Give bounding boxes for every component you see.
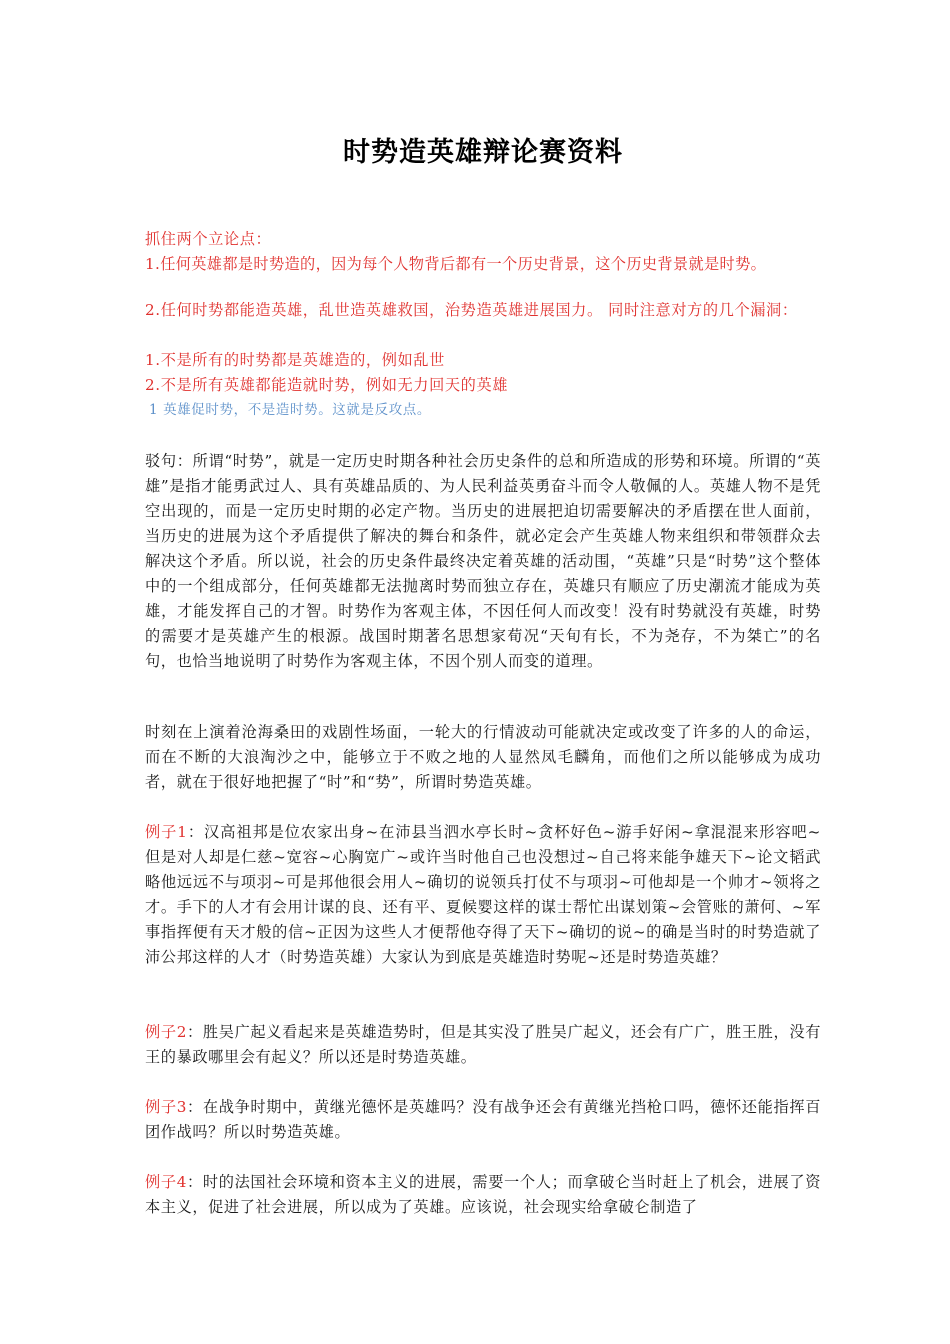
example-2 [145,1020,821,1070]
point-2: 2.任何时势都能造英雄，乱世造英雄救国，治势造英雄进展国力。 同时注意对方的几个漏洞： [145,301,798,319]
example-4 [145,1170,821,1220]
example-3 [145,1095,821,1145]
loopholes-section [145,348,821,398]
loophole-2: 2.不是所有英雄都能造就时势，例如无力回天的英雄 [145,376,509,394]
counter-point [145,398,825,423]
example-text: ：胜吴广起义看起来是英雄造势时，但是其实没了胜吴广起义，还会有广广，胜王胜，没有王的暴政哪里会有起义？所以还是时势造英雄。 [145,1023,821,1066]
example-label: 例子4 [145,1173,187,1191]
intro-paragraph: 时刻在上演着沧海桑田的戏剧性场面，一轮大的行情波动可能就决定或改变了许多的人的命运，而在不断的大浪淘沙之中，能够立于不败之地的人显然凤毛麟角，而他们之所以能够成为成功者，就在于很好地把握了“时”和“势”，所谓时势造英雄。 [145,723,821,791]
points-heading: 抓住两个立论点： [145,230,272,248]
point-1: 1.任何英雄都是时势造的，因为每个人物背后都有一个历史背景，这个历史背景就是时势。 [145,255,767,273]
example-text: ：汉高祖邦是位农家出身~在沛县当泗水亭长时~贪杯好色~游手好闲~拿混混来形容吧~但是对人却是仁慈~宽容~心胸宽广~或许当时他自己也没想过~自己将来能争雄天下~论文韬武略他远远不与项羽~可是邦他很会用人~确切的说领兵打仗不与项羽~可他却是一个帅才~领将之才。手下的人才有会用计谋的良、还有平、夏候婴这样的谋士帮忙出谋划策~会管账的萧何、~军事指挥便有天才般的信~正因为这些人才便帮他夺得了天下~确切的说~的确是当时的时势造就了沛公邦这样的人才（时势造英雄）大家认为到底是英雄造时势呢~还是时势造英雄？ [145,823,821,966]
counter-point-number: 1 [149,402,159,418]
example-label: 例子2 [145,1023,187,1041]
example-1 [145,820,821,970]
rebuttal-paragraph: 驳句：所谓“时势”，就是一定历史时期各种社会历史条件的总和所造成的形势和环境。所谓的“英雄”是指才能勇武过人、具有英雄品质的、为人民利益英勇奋斗而令人敬佩的人。英雄人物不是凭空出现的，而是一定历史时期的必定产物。当历史的进展把迫切需要解决的矛盾摆在世人面前，当历史的进展为这个矛盾提供了解决的舞台和条件，就必定会产生英雄人物来组织和带领群众去解决这个矛盾。所以说，社会的历史条件最终决定着英雄的活动围，“英雄”只是“时势”这个整体中的一个组成部分，任何英雄都无法抛离时势而独立存在，英雄只有顺应了历史潮流才能成为英雄，才能发挥自己的才智。时势作为客观主体，不因任何人而改变！没有时势就没有英雄，时势的需要才是英雄产生的根源。战国时期著名思想家荀况“天旬有长，不为尧存，不为桀亡”的名句，也恰当地说明了时势作为客观主体，不因个别人而变的道理。 [145,452,821,670]
document-title: 时势造英雄辩论赛资料 [343,137,623,168]
argument-points-section [145,227,821,277]
example-text: ：在战争时期中，黄继光德怀是英雄吗？没有战争还会有黄继光挡枪口吗，德怀还能指挥百团作战吗？所以时势造英雄。 [145,1098,821,1141]
example-text: ：时的法国社会环境和资本主义的进展，需要一个人；而拿破仑当时赶上了机会，进展了资本主义，促进了社会进展，所以成为了英雄。应该说，社会现实给拿破仑制造了 [145,1173,821,1216]
example-label: 例子1 [145,823,188,841]
example-label: 例子3 [145,1098,187,1116]
counter-point-text: 英雄促时势，不是造时势。这就是反攻点。 [163,402,432,418]
loophole-1: 1.不是所有的时势都是英雄造的，例如乱世 [145,351,445,369]
